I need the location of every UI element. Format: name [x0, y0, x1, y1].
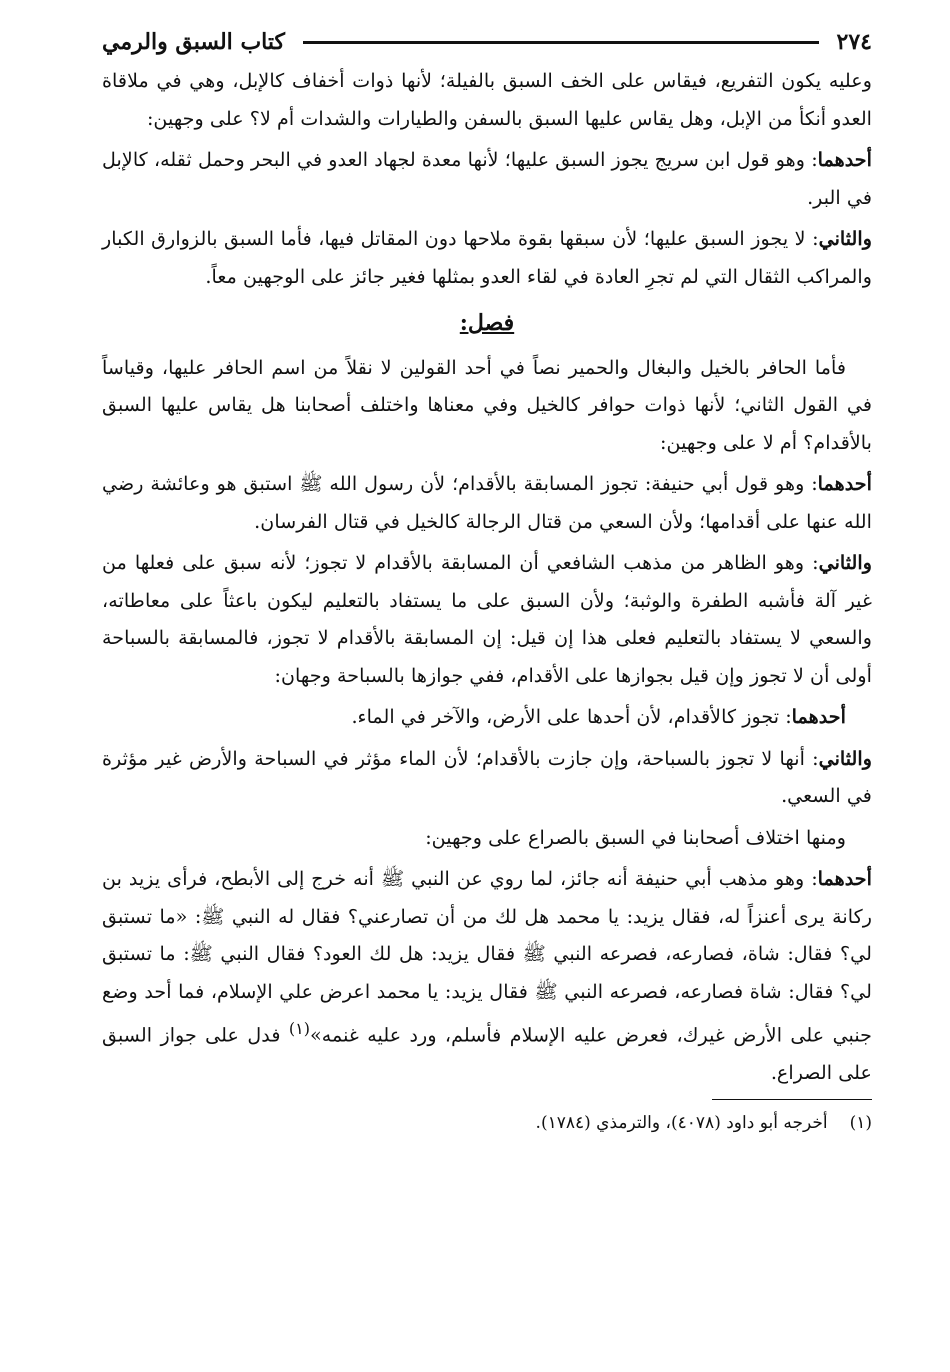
paragraph-label: أحدهما [817, 472, 872, 495]
paragraph-text: فدل على جواز السبق على الصراع. [102, 1023, 872, 1084]
paragraph-text: : أنها لا تجوز بالسباحة، وإن جازت بالأقدام؛ لأن الماء مؤثر في السباحة والأرض غير مؤثرة في السعي. [102, 746, 872, 807]
paragraph-label: والثاني [818, 551, 872, 574]
paragraph-label: أحدهما [817, 867, 872, 890]
paragraph-label: والثاني [818, 227, 872, 250]
paragraph-text: : وهو قول أبي حنيفة: تجوز المسابقة بالأقدام؛ لأن رسول الله ﷺ استبق هو وعائشة رضي الله عنها على أقدامها؛ ولأن السعي من قتال الرجالة كالخيل في قتال الفرسان. [102, 472, 872, 533]
page-header [102, 22, 872, 62]
paragraph-text: : لا يجوز السبق عليها؛ لأن سبقها بقوة ملاحها دون المقاتل فيها، فأما السبق بالزوارق الكبار والمراكب الثقال التي لم تجرِ العادة في لقاء العدو بمثلها فغير جائز على الوجهين معاً. [102, 227, 872, 288]
footnote [102, 1108, 872, 1138]
running-title: كتاب السبق والرمي [102, 29, 285, 55]
paragraph-label: أحدهما [817, 148, 872, 171]
paragraph: وعليه يكون التفريع، فيقاس على الخف السبق بالفيلة؛ لأنها ذوات أخفاف كالإبل، وهي في ملاقاة العدو أنكأ من الإبل، وهل يقاس عليها السبق بالسفن والطيارات والشدات أم لا؟ على وجهين: [102, 69, 872, 130]
paragraph [102, 220, 872, 295]
paragraph [102, 544, 872, 694]
paragraph: ومنها اختلاف أصحابنا في السبق بالصراع على وجهين: [425, 825, 846, 849]
paragraph: فأما الحافر بالخيل والبغال والحمير نصاً في أحد القولين لا نقلاً من اسم الحافر عليها، وقياساً في القول الثاني؛ لأنها ذوات حوافر كالخيل وفي معناها واختلف أصحابنا هل يقاس عليها السبق بالأقدام؟ أم لا على وجهين: [102, 355, 872, 454]
page-body [102, 62, 872, 1091]
footnote-number: (١) [849, 1113, 872, 1134]
paragraph [102, 465, 872, 540]
paragraph [102, 141, 872, 216]
footnote-reference: (١) [288, 1019, 310, 1038]
page-number: ٢٧٤ [836, 29, 872, 55]
paragraph-text: : وهو الظاهر من مذهب الشافعي أن المسابقة بالأقدام لا تجوز؛ لأنه سبق على فعلها من غير آلة فأشبه الطفرة والوثبة؛ ولأن السبق على ما يستفاد بالتعليم ليكون باعثاً على معاطاته، والسعي لا يستفاد بالتعليم فعلى هذا إن قيل: إن المسابقة بالأقدام لا تجوز، فالمسابقة بالسباحة أولى أن لا تجوز وإن قيل بجوازها على الأقدام، ففي جوازها بالسباحة وجهان: [102, 551, 872, 687]
paragraph-text: : تجوز كالأقدام، لأن أحدها على الأرض، والآخر في الماء. [351, 705, 792, 728]
paragraph [102, 860, 872, 1091]
paragraph [102, 698, 872, 736]
paragraph-label: أحدهما [791, 705, 846, 728]
header-rule [303, 41, 819, 44]
paragraph-label: والثاني [818, 746, 872, 770]
paragraph-text: : وهو قول ابن سريج يجوز السبق عليها؛ لأنها معدة لجهاد العدو في البحر وحمل ثقله، كالإبل في البر. [102, 148, 872, 209]
footnote-rule [712, 1099, 872, 1100]
section-heading: فصل: [459, 310, 515, 336]
footnote-text: أخرجه أبو داود (٤٠٧٨)، والترمذي (١٧٨٤). [535, 1113, 828, 1134]
paragraph [102, 740, 872, 815]
paragraph-text: : وهو مذهب أبي حنيفة أنه جائز، لما روي عن النبي ﷺ أنه خرج إلى الأبطح، فرأى يزيد بن ركانة يرى أعنزاً له، فقال يزيد: يا محمد هل لك من أن تصارعني؟ فقال له النبي ﷺ: «ما تستبق لي؟ فقال: شاة، فصارعه، فصرعه النبي ﷺ فقال يزيد: هل لك العود؟ فقال النبي ﷺ: ما تستبق لي؟ فقال: شاة فصارعه، فصرعه النبي ﷺ فقال يزيد: يا محمد اعرض علي الإسلام، فما أحد وضع جنبي على الأرض غيرك، فعرض عليه الإسلام فأسلم، ورد عليه غنمه» [102, 867, 872, 1047]
